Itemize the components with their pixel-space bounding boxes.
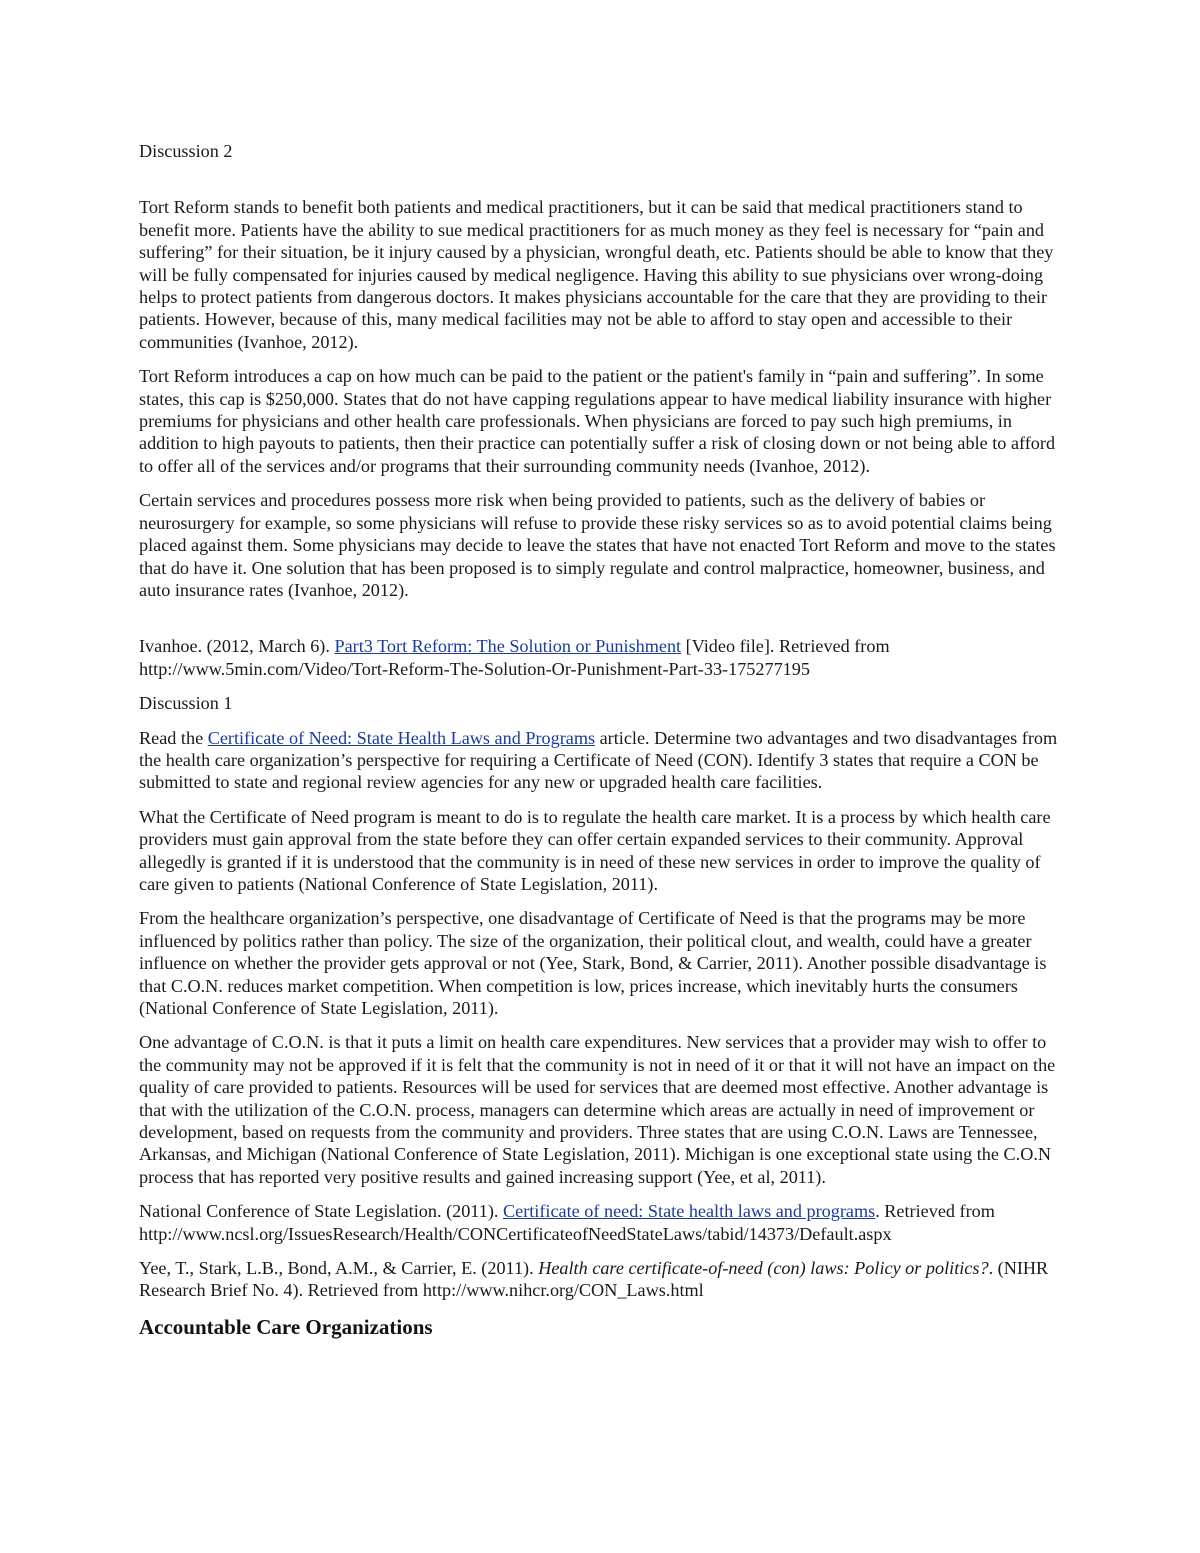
prompt-prefix: Read the [139, 727, 208, 748]
discussion-1-paragraph-1: What the Certificate of Need program is meant to do is to regulate the health care market. It is a process by which health care providers must gain approval from the state before they can offer certain expanded services to their community. Approval allegedly is granted if it is understood that the community is in need of these new services in order to improve the quality of care given to patients (National Conference of State Legislation, 2011). [139, 806, 1051, 894]
tort-reform-video-link[interactable]: Part3 Tort Reform: The Solution or Punishment [334, 636, 682, 657]
ivanhoe-reference [139, 635, 1064, 680]
prompt-suffix: article. Determine two advantages and two disadvantages from the health care organization’s perspective for requiring a Certificate of Need (CON). Identify 3 states that require a CON be submitted to state and regional review agencies for any new or upgraded health care facilities. [139, 727, 1058, 793]
discussion-2-paragraph-3: Certain services and procedures possess more risk when being provided to patients, such as the delivery of babies or neurosurgery for example, so some physicians will refuse to provide these risky services so as to avoid potential claims being placed against them. Some physicians may decide to leave the states that have not enacted Tort Reform and move to the states that do have it. One solution that has been proposed is to simply regulate and control malpractice, homeowner, business, and auto insurance rates (Ivanhoe, 2012). [139, 490, 1056, 600]
ref2-suffix: . (NIHR Research Brief No. 4). Retrieved from http://www.nihcr.org/CON_Laws.html [139, 1258, 1049, 1301]
discussion-1-heading: Discussion 1 [139, 693, 233, 714]
ref1-prefix: National Conference of State Legislation. (2011). [139, 1201, 503, 1222]
certificate-of-need-article-link[interactable]: Certificate of Need: State Health Laws and Programs [207, 727, 596, 748]
discussion-1-prompt [139, 727, 1064, 794]
discussion-1-paragraph-2: From the healthcare organization’s perspective, one disadvantage of Certificate of Need is that the programs may be more influenced by politics rather than policy. The size of the organization, their political clout, and wealth, could have a greater influence on whether the provider gets approval or not (Yee, Stark, Bond, & Carrier, 2011). Another possible disadvantage is that C.O.N. reduces market competition. When competition is low, prices increase, which inevitably hurts the consumers (National Conference of State Legislation, 2011). [139, 908, 1047, 1018]
ref-prefix: Ivanhoe. (2012, March 6). [139, 636, 335, 657]
ref2-prefix: Yee, T., Stark, L.B., Bond, A.M., & Carrier, E. (2011). [139, 1258, 539, 1279]
section-heading: Accountable Care Organizations [139, 1314, 433, 1339]
document-page [139, 140, 1064, 1340]
ncsl-certificate-link[interactable]: Certificate of need: State health laws and programs [502, 1201, 876, 1222]
ref1-suffix: . Retrieved from http://www.ncsl.org/IssuesResearch/Health/CONCertificateofNeedStateLaws/tabid/14373/Default.aspx [139, 1201, 995, 1244]
ref-suffix: [Video file]. Retrieved from http://www.5min.com/Video/Tort-Reform-The-Solution-Or-Punishment-Part-33-175277195 [139, 636, 890, 679]
discussion-2-paragraph-2: Tort Reform introduces a cap on how much can be paid to the patient or the patient's family in “pain and suffering”. In some states, this cap is $250,000. States that do not have capping regulations appear to have medical liability insurance with higher premiums for physicians and other health care professionals. When physicians are forced to pay such high premiums, in addition to high payouts to patients, then their practice can potentially suffer a risk of closing down or not being able to afford to offer all of the services and/or programs that their surrounding community needs (Ivanhoe, 2012). [139, 366, 1056, 476]
discussion-2-heading: Discussion 2 [139, 141, 233, 161]
discussion-2-paragraph-1: Tort Reform stands to benefit both patients and medical practitioners, but it can be said that medical practitioners stand to benefit more. Patients have the ability to sue medical practitioners for as much money as they feel is necessary for “pain and suffering” for their situation, be it injury caused by a physician, wrongful death, etc. Patients should be able to know that they will be fully compensated for injuries caused by medical negligence. Having this ability to sue physicians over wrong-doing helps to protect patients from dangerous doctors. It makes physicians accountable for the care that they are providing to their patients. However, because of this, many medical facilities may not be able to afford to stay open and accessible to their communities (Ivanhoe, 2012). [139, 197, 1054, 352]
spacer [139, 174, 1064, 196]
ref2-title: Health care certificate-of-need (con) laws: Policy or politics? [538, 1258, 989, 1279]
discussion-1-paragraph-3: One advantage of C.O.N. is that it puts a limit on health care expenditures. New services that a provider may wish to offer to the community may not be approved if it is felt that the community is not in need of it or that it will not have an impact on the quality of care provided to patients. Resources will be used for services that are deemed most effective. Another advantage is that with the utilization of the C.O.N. process, managers can determine which areas are actually in need of improvement or development, based on requests from the community and providers. Three states that are using C.O.N. Laws are Tennessee, Arkansas, and Michigan (National Conference of State Legislation, 2011). Michigan is one exceptional state using the C.O.N process that has reported very positive results and gained increasing support (Yee, et al, 2011). [139, 1032, 1056, 1187]
ncsl-reference [139, 1200, 1064, 1245]
yee-reference [139, 1257, 1064, 1302]
